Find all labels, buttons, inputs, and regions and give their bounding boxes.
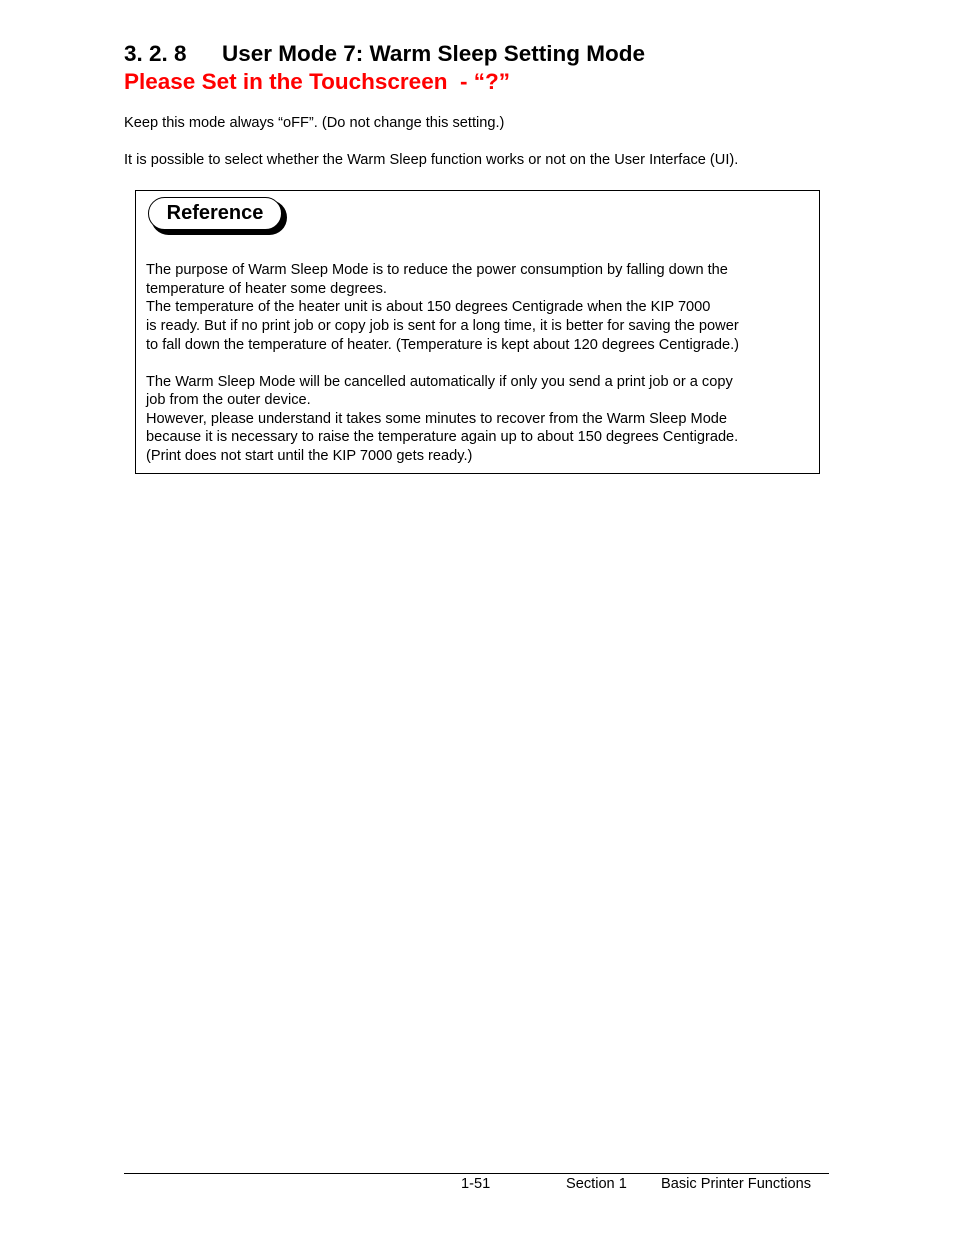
reference-line: The Warm Sleep Mode will be cancelled automatically if only you send a print job or a copy [146,374,733,390]
reference-line: However, please understand it takes some minutes to recover from the Warm Sleep Mode [146,411,728,427]
reference-box [135,190,820,474]
footer-section: Section 1 [566,1176,627,1192]
reference-line: to fall down the temperature of heater. (Temperature is kept about 120 degrees Centigrade.) [146,337,740,353]
reference-line: (Print does not start until the KIP 7000 gets ready.) [146,448,473,464]
reference-line: The temperature of the heater unit is about 150 degrees Centigrade when the KIP 7000 [146,299,711,315]
footer-chapter: Basic Printer Functions [661,1176,812,1192]
intro-paragraph-2: It is possible to select whether the Warm Sleep function works or not on the User Interface (UI). [124,152,739,168]
footer-divider [124,1173,829,1174]
section-number: 3. 2. 8 [124,41,187,66]
section-title: User Mode 7: Warm Sleep Setting Mode [222,41,645,66]
section-heading [124,40,645,68]
reference-line: because it is necessary to raise the temperature again up to about 150 degrees Centigrade. [146,429,739,445]
reference-line: temperature of heater some degrees. [146,281,387,297]
section-subtitle: Please Set in the Touchscreen - “?” [124,69,510,94]
intro-paragraph-1: Keep this mode always “oFF”. (Do not change this setting.) [124,115,505,131]
reference-badge [148,197,287,235]
reference-label: Reference [148,197,282,230]
reference-line: The purpose of Warm Sleep Mode is to reduce the power consumption by falling down the [146,262,728,278]
reference-line: job from the outer device. [146,392,311,408]
footer-page-number: 1-51 [461,1176,491,1192]
reference-line: is ready. But if no print job or copy job is sent for a long time, it is better for saving the power [146,318,739,334]
